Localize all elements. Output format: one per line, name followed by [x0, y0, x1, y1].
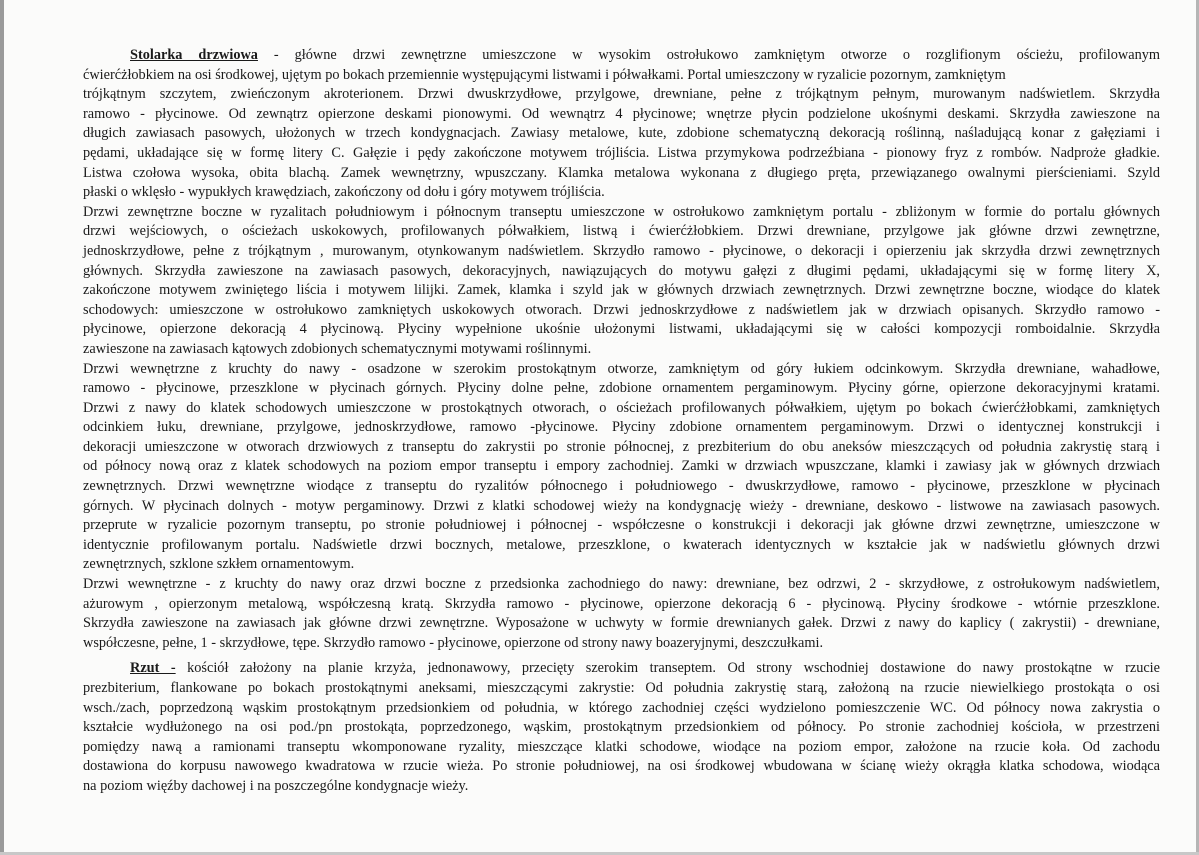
text-line — [83, 477, 1160, 497]
line-text: zewnętrznych, szklone szkłem ornamentowym. — [83, 556, 355, 573]
text-line — [83, 438, 1160, 458]
text-line — [83, 399, 1160, 419]
line-text: ażurowym , opierzonym metalową, współczesną kratą. Skrzydła ramowo - płycinowe, opierzone dekoracją 6 - płycinową. Płyciny środkowe - wtórnie przeszklone. — [83, 595, 1160, 612]
text-line — [83, 614, 1160, 634]
text-line — [83, 418, 1160, 438]
line-text: zawieszone na zawiasach kątowych zdobionych schematycznymi motywami roślinnymi. — [83, 340, 592, 357]
text-line — [83, 183, 1160, 203]
text-line — [83, 360, 1160, 380]
line-text: dostawiona do korpusu nawowego kwadratowa w rzucie wieża. Po stronie południowej, na osi środkowej wbudowana w ścianę wieży okrągła klatka schodowa, wiodąca — [83, 758, 1160, 775]
text-line — [83, 242, 1160, 262]
line-text: pomiędzy nawą a ramionami transeptu wkomponowane ryzality, mieszczące klatki schodowe, wiodące na poziom empor, założone na rzucie koła. Od zachodu — [83, 738, 1160, 755]
text-line — [83, 105, 1160, 125]
text-line — [83, 379, 1160, 399]
line-text: wsch./zach, poprzedzoną wąskim prostokątnym przedsionkiem od południa, w którego zachodniej części wydzielono pomieszczenie WC. Od północy nowa zakrystia o — [83, 699, 1160, 716]
text-line — [83, 203, 1160, 223]
text-line — [83, 595, 1160, 615]
text-line — [83, 46, 1160, 66]
text-line — [83, 222, 1160, 242]
line-text: od północy nową oraz z klatek schodowych na poziom empor transeptu i empory zachodniej. Zamki w drzwiach wpuszczane, klamki i zawiasy jak w głównych drzwiach — [83, 458, 1160, 475]
text-line — [83, 301, 1160, 321]
text-line — [83, 699, 1160, 719]
text-line — [83, 457, 1160, 477]
line-text: dekoracji umieszczone w otworach drzwiowych z transeptu do zakrystii po stronie północnej, z prezbiterium do obu aneksów mieszczących od południa zakrystię starą i — [83, 438, 1160, 455]
document-body — [83, 46, 1160, 797]
line-text: kształcie wydłużonego na osi pod./pn prostokąta, poprzedzonego, wąskim, prostokątnym przedsionkiem od północy. Po stronie zachodniej kościoła, w przestrzeni — [83, 719, 1160, 736]
line-text: Listwa czołowa wysoka, obita blachą. Zamek wewnętrzny, wpuszczany. Klamka metalowa wykonana z długiego pręta, przewiązanego owalnymi pierścieniami. Szyld — [83, 164, 1160, 181]
line-text: długich zawiasach pasowych, ułożonych w trzech kondygnacjach. Zawiasy metalowe, kute, zdobione schematyczną dekoracją roślinną, naśladującą konar z gałęziami i — [83, 125, 1160, 142]
line-text: Skrzydła zawieszone na zawiasach jak główne drzwi zewnętrzne. Wyposażone w uchwyty w formie drewnianych gałek. Drzwi z nawy do kaplicy ( zakrystii) - drewniane, — [83, 615, 1160, 632]
line-text: zewnętrznych. Drzwi wewnętrzne wiodące z transeptu do ryzalitów północnego i południowego - dwuskrzydłowe, ramowo - płycinowe, przeszklone w płycinach — [83, 478, 1160, 495]
section-stolarka-drzwiowa — [83, 46, 1160, 653]
text-line — [83, 634, 1160, 654]
text-line — [83, 555, 1160, 575]
text-line — [83, 757, 1160, 777]
line-text: Drzwi z nawy do klatek schodowych umieszczone w prostokątnych otworach, o ościeżach profilowanych półwałkiem, ujętym po bokach ćwierćżłobkami, zamkniętych — [83, 399, 1160, 416]
line-text: ramowo - płycinowe, przeszklone w płycinach górnych. Płyciny dolne pełne, zdobione ornamentem pergaminowym. Płyciny górne, opierzone dekoracyjnymi kratami. — [83, 380, 1160, 397]
line-text: odcinkiem łuku, drewniane, przylgowe, jednoskrzydłowe, ramowo -płycinowe. Płyciny zdobione ornamentem pergaminowym. Drzwi o identycznej konstrukcji i — [83, 419, 1160, 436]
text-line — [83, 281, 1160, 301]
line-text: górnych. W płycinach dolnych - motyw pergaminowy. Drzwi z klatki schodowej wieży na kondygnację wieży - drewniane, deskowo - listwowe na zawiasach pasowych. — [83, 497, 1160, 514]
text-line — [83, 738, 1160, 758]
line-text: drzwi wejściowych, o ościeżach uskokowych, profilowanych półwałkiem, listwą i ćwierćżłobkiem. Drzwi drewniane, przylgowe jak główne drzwi zewnętrzne, — [83, 223, 1160, 240]
text-line — [83, 497, 1160, 517]
line-text: płaski o wklęsło - wypukłych krawędziach, zakończony od dołu i góry motywem trójliścia. — [83, 184, 605, 201]
line-text: identycznie profilowanym portalu. Nadświetle drzwi bocznych, metalowe, przeszklone, o kwaterach identycznych w kształcie jak w nadświetlu głównych drzwi — [83, 536, 1160, 553]
line-text: Drzwi wewnętrzne z kruchty do nawy - osadzone w szerokim prostokątnym otworze, zamkniętym od góry łukiem odcinkowym. Skrzydła drewniane, wahadłowe, — [83, 360, 1160, 377]
section-heading: Rzut - — [130, 660, 176, 677]
line-text: Drzwi zewnętrzne boczne w ryzalitach południowym i północnym transeptu umieszczone w ostrołukowo zamkniętym portalu - zbliżonym w formie do portalu głównych — [83, 203, 1160, 220]
line-text: ćwierćżłobkiem na osi środkowej, ujętym po bokach przemiennie występującymi listwami i półwałkami. Portal umieszczony w ryzalicie pozornym, zamkniętym — [83, 66, 1006, 83]
line-text: zakończone motywem zwiniętego liścia i motywem lilijki. Zamek, klamka i szyld jak w głównych drzwiach zewnętrznych. Drzwi zewnętrzne boczne, wiodące do klatek — [83, 282, 1160, 299]
text-line — [83, 320, 1160, 340]
text-line — [83, 516, 1160, 536]
text-line — [83, 679, 1160, 699]
text-line — [83, 536, 1160, 556]
section-heading: Stolarka drzwiowa — [130, 47, 258, 63]
line-text: współczesne, pełne, 1 - skrzydłowe, tępe. Skrzydło ramowo - płycinowe, opierzone od strony nawy boazeryjnymi, deszczułkami. — [83, 634, 824, 651]
line-text: ramowo - płycinowe. Od zewnątrz opierzone deskami pionowymi. Od wewnątrz 4 płycinowe; wnętrze płycin podzielone ukośnymi deskami. Skrzydła zawieszone na — [83, 105, 1160, 122]
line-text: trójkątnym szczytem, zwieńczonym akroterionem. Drzwi dwuskrzydłowe, przylgowe, drewniane, pełne z trójkątnym pełnym, murowanym nadświetlem. Skrzydła — [83, 86, 1160, 103]
scan-edge-left — [0, 0, 4, 855]
text-line — [83, 124, 1160, 144]
line-text: prezbiterium, flankowane po bokach prostokątnymi aneksami, mieszczącymi zakrystie: Od południa zakrystię starą, założoną na rzucie niewielkiego prostokąta o osi — [83, 680, 1160, 696]
line-text: jednoskrzydłowe, pełne z trójkątnym , murowanym, otynkowanym nadświetlem. Skrzydło ramowo - płycinowe, o dekoracji i opierzeniu jak skrzydła drzwi zewnętrznych — [83, 242, 1160, 259]
line-text: przeprute w ryzalicie pozornym transeptu, po stronie południowej i północnej - współczesne o konstrukcji i dekoracji jak główne drzwi zewnętrzne, umieszczone w — [83, 517, 1160, 534]
text-line — [83, 66, 1160, 86]
section-rzut — [83, 659, 1160, 796]
text-line — [83, 575, 1160, 595]
line-text: kościół założony na planie krzyża, jednonawowy, przecięty szerokim transeptem. Od strony wschodniej dostawione do nawy prostokątne w rzucie — [175, 660, 1161, 677]
line-text: pędami, układające się w formę litery C. Gałęzie i pędy zakończone motywem trójliścia. Listwa przymykowa podrzeźbiana - pionowy fryz z rombów. Nadproże gładkie. — [83, 144, 1160, 161]
line-text: - główne drzwi zewnętrzne umieszczone w wysokim ostrołukowo zamkniętym otworze o rozglifionym ościeżu, profilowanym — [257, 47, 1161, 63]
text-line — [83, 340, 1160, 360]
line-text: Drzwi wewnętrzne - z kruchty do nawy oraz drzwi boczne z przedsionka zachodniego do nawy: drewniane, bez odrzwi, 2 - skrzydłowe, z ostrołukowym nadświetlem, — [83, 576, 1160, 593]
line-text: głównych. Skrzydła zawieszone na zawiasach pasowych, dekoracyjnych, nawiązujących do motywu gałęzi z długimi pędami, układającymi się w formę litery X, — [83, 262, 1160, 279]
text-line — [83, 262, 1160, 282]
text-line — [83, 85, 1160, 105]
text-line — [83, 777, 1160, 797]
text-line — [83, 144, 1160, 164]
text-line — [83, 164, 1160, 184]
text-line — [83, 659, 1160, 679]
line-text: płycinowe, opierzone dekoracją 4 płycinową. Płyciny wypełnione ukośnie ułożonymi listwami, układającymi się w całości kompozycji romboidalnie. Skrzydła — [83, 321, 1160, 338]
text-line — [83, 718, 1160, 738]
line-text: schodowych: umieszczone w ostrołukowo zamkniętych uskokowych otworach. Drzwi jednoskrzydłowe z nadświetlem jak w drzwiach opisanych. Skrzydło ramowo - — [83, 301, 1160, 318]
line-text: na poziom więźby dachowej i na poszczególne kondygnacje wieży. — [83, 777, 469, 794]
